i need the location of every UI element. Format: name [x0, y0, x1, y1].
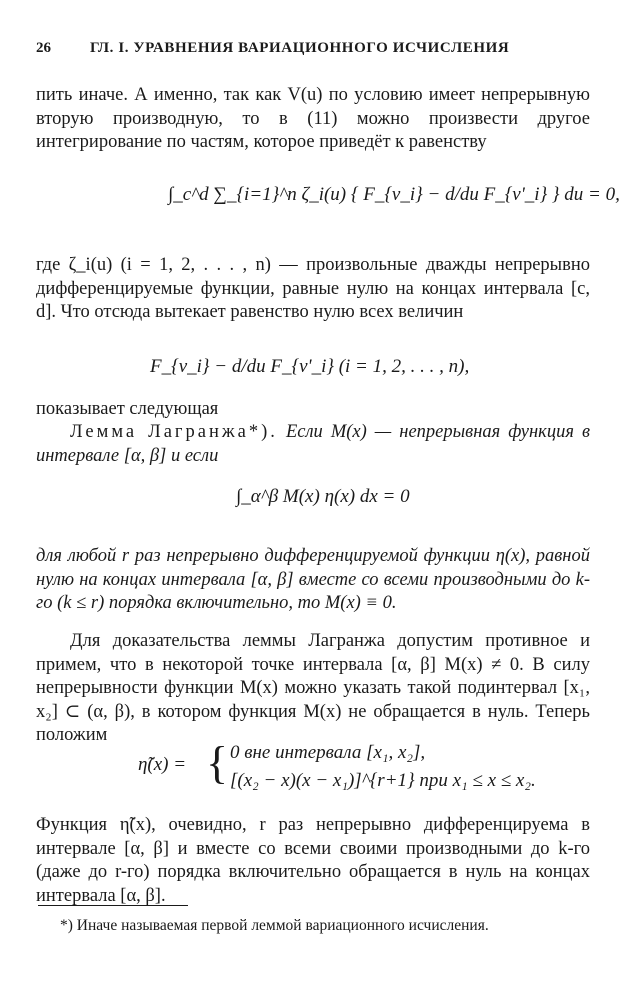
formula-1: ∫_c^d ∑_{i=1}^n ζ_i(u) { F_{v_i} − d/du F_{v'_i} } du = 0,: [168, 184, 620, 205]
paragraph-5: Функция η̃(x), очевидно, r раз непрерывно дифференцируема в интервале [α, β] и вместе со всеми своими производными до k-го (даже до r-го) порядка включительно обращается в нуль на концах интервала [α, β].: [36, 815, 590, 906]
footnote: *) Иначе называемая первой леммой вариационного исчисления.: [60, 917, 489, 934]
paragraph-2: где ζ_i(u) (i = 1, 2, . . . , n) — произвольные дважды непрерывно дифференцируемые функции, равные нулю на концах интервала [c, d]. Что отсюда вытекает равенство нулю всех величин: [36, 255, 590, 322]
page-header: [36, 40, 593, 62]
formula-3-brace: {: [206, 737, 229, 788]
lemma-formula: ∫_α^β M(x) η(x) dx = 0: [236, 486, 410, 507]
formula-3-case-1: 0 вне интервала [x₁, x₂],: [230, 742, 426, 763]
formula-3-lhs: η̃(x) =: [138, 754, 187, 775]
running-title: ГЛ. I. УРАВНЕНИЯ ВАРИАЦИОННОГО ИСЧИСЛЕНИЯ: [90, 40, 510, 56]
paragraph-1: пить иначе. А именно, так как V(u) по условию имеет непрерывную вторую производную, то в (11) можно произвести другое интегрирование по частям, которое приведёт к равенству: [36, 85, 590, 152]
footnote-rule: [38, 905, 188, 906]
lemma-condition: Если M(x) — непрерывная функция в интервале [α, β] и если: [36, 422, 590, 466]
paragraph-3: показывает следующая: [36, 399, 219, 419]
formula-2: F_{v_i} − d/du F_{v'_i} (i = 1, 2, . . . , n),: [150, 356, 470, 377]
lemma-statement-b: для любой r раз непрерывно дифференцируемой функции η(x), равной нулю на концах интервала [α, β] вместе со всеми производными до k-го (k ≤ r) порядка включительно, то M(x) ≡ 0.: [36, 546, 590, 613]
page-number: 26: [36, 40, 51, 56]
paragraph-4: Для доказательства леммы Лагранжа допустим противное и примем, что в некоторой точке интервала [α, β] M(x) ≠ 0. В силу непрерывности функции M(x) можно указать такой подинтервал [x₁, x₂] ⊂ (α, β), в котором функция M(x) не обращается в нуль. Теперь положим: [36, 631, 590, 745]
lemma-name: Лемма Лагранжа*).: [70, 422, 278, 442]
formula-3-case-2: [(x₂ − x)(x − x₁)]^{r+1} при x₁ ≤ x ≤ x₂.: [230, 770, 536, 791]
lemma-statement-a: [36, 421, 590, 468]
